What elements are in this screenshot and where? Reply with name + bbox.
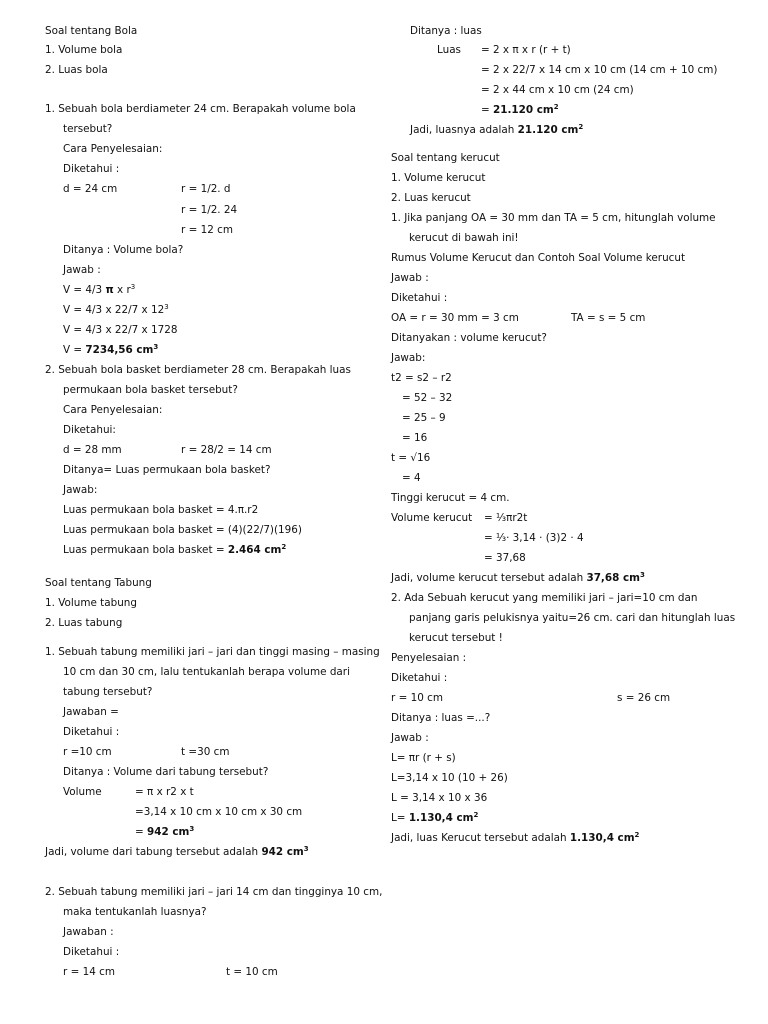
right-column-line: = 25 – 9: [402, 412, 446, 424]
left-column-line: Jawab:: [63, 484, 98, 496]
right-column-line: Rumus Volume Kerucut dan Contoh Soal Volume kerucut: [391, 252, 686, 264]
left-column-line: Cara Penyelesaian:: [63, 143, 163, 155]
right-column-line: = 37,68: [484, 552, 526, 564]
right-column-line: 2. Ada Sebuah kerucut yang memiliki jari – jari=10 cm dan: [391, 592, 698, 604]
left-column-line: Jadi, volume dari tabung tersebut adalah 942 $cm^3$: [45, 845, 309, 858]
right-column-line: Ditanyakan : volume kerucut?: [391, 332, 547, 344]
left-column-line: Ditanya : Volume dari tabung tersebut?: [63, 766, 269, 778]
left-column-line: tabung tersebut?: [63, 686, 153, 698]
left-column-line: 2. Sebuah bola basket berdiameter 28 cm. Berapakah luas: [45, 364, 351, 376]
left-column-line: Jawaban =: [63, 706, 119, 718]
right-column-line: Diketahui :: [391, 672, 448, 684]
left-column-line: Jawab :: [63, 264, 101, 276]
right-column-line: Jawab :: [391, 272, 429, 284]
left-column-line: Diketahui:: [63, 424, 116, 436]
left-column-line: 10 cm dan 30 cm, lalu tentukanlah berapa volume dari: [63, 666, 350, 678]
left-column-line: V = 4/3 x 22/7 x 1728: [63, 324, 178, 336]
right-column-line: 2. Luas kerucut: [391, 192, 471, 204]
right-column-line: Jawab :: [391, 732, 429, 744]
right-column-line: Jadi, volume kerucut tersebut adalah 37,68 $cm^3$: [391, 571, 645, 584]
right-column-line: = 2 x π x r (r + t): [481, 44, 571, 56]
left-column-line: t =30 cm: [181, 746, 230, 758]
right-column-line: = 16: [402, 432, 428, 444]
right-column-line: t = √16: [391, 452, 431, 464]
left-column-line: r = 14 cm: [63, 966, 115, 978]
right-column-line: = 2 x 22/7 x 14 cm x 10 cm (14 cm + 10 cm): [481, 64, 718, 76]
left-column-line: t = 10 cm: [226, 966, 278, 978]
left-column-line: Ditanya= Luas permukaan bola basket?: [63, 464, 271, 476]
right-column-line: Soal tentang kerucut: [391, 152, 500, 164]
right-column-line: L= 1.130,4 $cm^2$: [391, 811, 479, 824]
left-column-line: Diketahui :: [63, 163, 120, 175]
right-column-line: panjang garis pelukisnya yaitu=26 cm. cari dan hitunglah luas: [409, 612, 736, 624]
right-column-line: 1. Jika panjang OA = 30 mm dan TA = 5 cm, hitunglah volume: [391, 212, 716, 224]
right-column-line: s = 26 cm: [617, 692, 671, 704]
right-column-line: Jawab:: [391, 352, 426, 364]
left-column-line: Luas permukaan bola basket = 4.π.r2: [63, 504, 259, 516]
left-column-line: r = 12 cm: [181, 224, 233, 236]
left-column-line: d = 28 mm: [63, 444, 122, 456]
left-column-line: Volume: [63, 786, 102, 798]
right-column-line: kerucut di bawah ini!: [409, 232, 519, 244]
left-column-line: = π x r2 x t: [135, 786, 194, 798]
right-column-line: 1. Volume kerucut: [391, 172, 486, 184]
right-column-line: Ditanya : luas =...?: [391, 712, 491, 724]
left-column-line: 2. Sebuah tabung memiliki jari – jari 14 cm dan tingginya 10 cm,: [45, 886, 383, 898]
right-column-line: Jadi, luas Kerucut tersebut adalah 1.130,4 $cm^2$: [391, 831, 640, 844]
left-column-line: 1. Volume tabung: [45, 597, 137, 609]
left-column-line: =3,14 x 10 cm x 10 cm x 30 cm: [135, 806, 303, 818]
left-column-line: d = 24 cm: [63, 183, 118, 195]
left-column-line: Cara Penyelesaian:: [63, 404, 163, 416]
left-column-line: V = 7234,56 $cm^3$: [63, 343, 159, 356]
right-column-line: Ditanya : luas: [410, 25, 482, 37]
left-column-line: 1. Sebuah tabung memiliki jari – jari dan tinggi masing – masing: [45, 646, 380, 658]
left-column-line: permukaan bola basket tersebut?: [63, 384, 238, 396]
left-column-line: 1. Sebuah bola berdiameter 24 cm. Berapakah volume bola: [45, 103, 356, 115]
left-column-line: Soal tentang Bola: [45, 25, 138, 37]
left-column-line: r = 28/2 = 14 cm: [181, 444, 272, 456]
left-column-line: Ditanya : Volume bola?: [63, 244, 184, 256]
left-column-line: r = 1/2. 24: [181, 204, 238, 216]
left-column-line: Luas permukaan bola basket = (4)(22/7)(196): [63, 524, 302, 536]
left-column-line: tersebut?: [63, 123, 113, 135]
right-column-line: = ⅓πr2t: [484, 512, 528, 524]
right-column-line: L = 3,14 x 10 x 36: [391, 792, 488, 804]
right-column-line: Diketahui :: [391, 292, 448, 304]
right-column-line: = ⅓· 3,14 · (3)2 · 4: [484, 532, 584, 544]
left-column-line: = 942 $cm^3$: [135, 825, 195, 838]
right-column-line: t2 = s2 – r2: [391, 372, 452, 384]
right-column-line: Tinggi kerucut = 4 cm.: [391, 492, 510, 504]
right-column-line: OA = r = 30 mm = 3 cm: [391, 312, 519, 324]
right-column-line: L= πr (r + s): [391, 752, 456, 764]
left-column-line: r = 1/2. d: [181, 183, 231, 195]
right-column-line: kerucut tersebut !: [409, 632, 503, 644]
left-column-line: 2. Luas bola: [45, 64, 108, 76]
right-column-line: Luas: [437, 44, 461, 56]
left-column-line: Luas permukaan bola basket = 2.464 $cm^2$: [63, 543, 287, 556]
left-column-line: Diketahui :: [63, 946, 120, 958]
left-column-line: Diketahui :: [63, 726, 120, 738]
right-column-line: = 21.120 $cm^2$: [481, 103, 559, 116]
right-column-line: TA = s = 5 cm: [571, 312, 646, 324]
left-column-line: V = 4/3 x 22/7 x $12^3$: [63, 303, 169, 316]
left-column-line: Jawaban :: [63, 926, 114, 938]
right-column-line: Penyelesaian :: [391, 652, 467, 664]
left-column-line: 1. Volume bola: [45, 44, 123, 56]
left-column-line: 2. Luas tabung: [45, 617, 123, 629]
right-column-line: r = 10 cm: [391, 692, 443, 704]
right-column-line: = 52 – 32: [402, 392, 453, 404]
left-column-line: maka tentukanlah luasnya?: [63, 906, 207, 918]
left-column-line: V = 4/3 π x $r^3$: [63, 283, 136, 296]
right-column-line: Jadi, luasnya adalah 21.120 $cm^2$: [410, 123, 584, 136]
left-column-line: Soal tentang Tabung: [45, 577, 152, 589]
right-column-line: = 2 x 44 cm x 10 cm (24 cm): [481, 84, 634, 96]
right-column-line: Volume kerucut: [391, 512, 473, 524]
left-column-line: r =10 cm: [63, 746, 112, 758]
right-column-line: = 4: [402, 472, 421, 484]
right-column-line: L=3,14 x 10 (10 + 26): [391, 772, 508, 784]
